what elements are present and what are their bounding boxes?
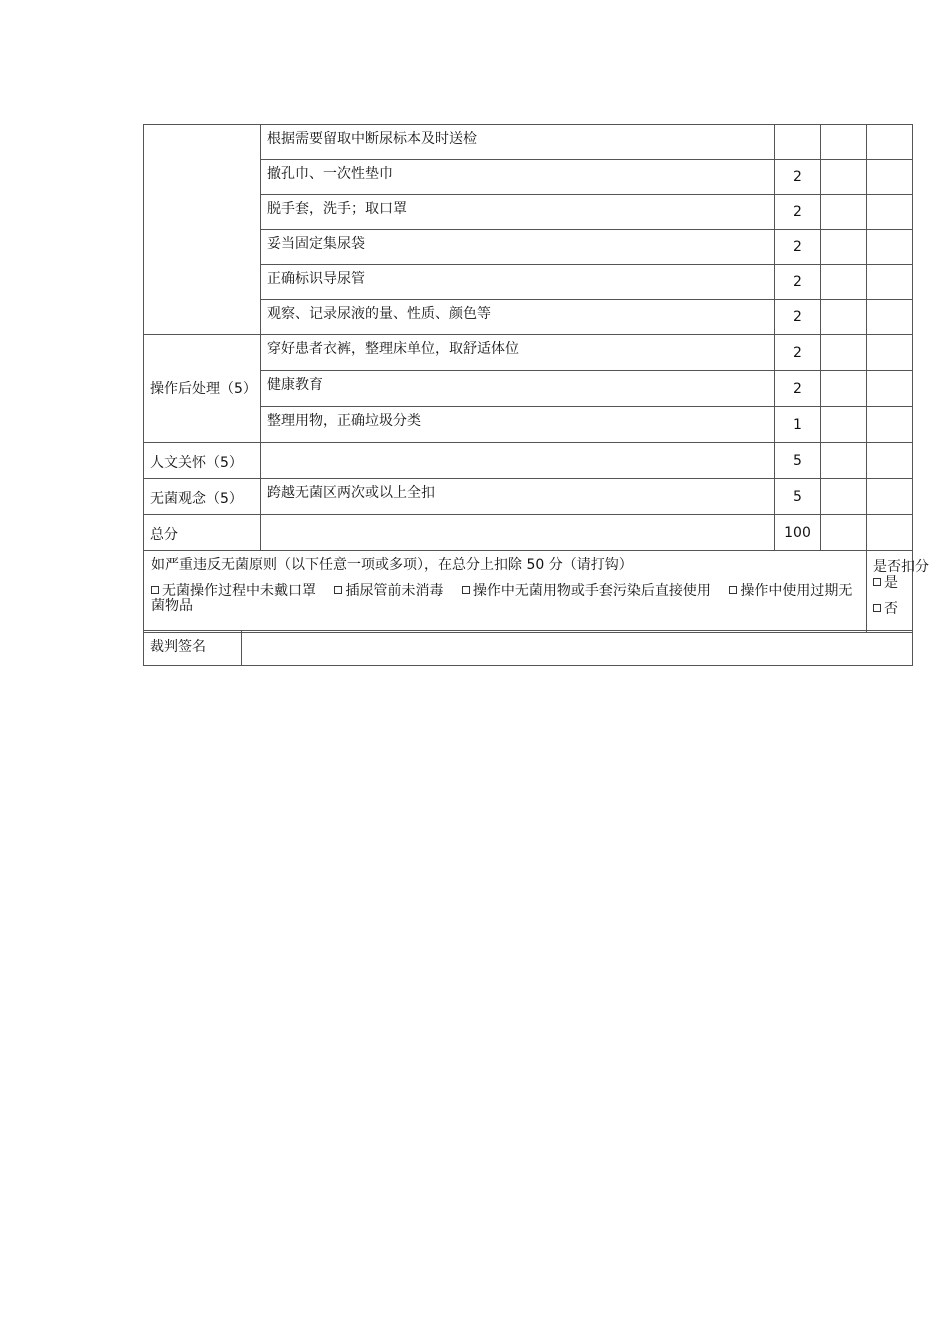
item-cell: 健康教育 [261, 371, 775, 407]
points-cell: 2 [775, 371, 821, 407]
violation-option[interactable]: 操作中使用过期无菌物品 [151, 583, 853, 614]
remark-cell[interactable] [867, 160, 913, 195]
checkbox-icon[interactable] [873, 604, 881, 612]
score-cell[interactable] [821, 479, 867, 515]
score-cell[interactable] [821, 515, 867, 551]
item-cell: 脱手套，洗手；取口罩 [261, 195, 775, 230]
table-row [144, 335, 913, 371]
table-row [144, 479, 913, 515]
signature-row [144, 631, 913, 666]
score-cell[interactable] [821, 335, 867, 371]
points-cell: 2 [775, 265, 821, 300]
category-cell: 无菌观念（5） [144, 479, 261, 515]
category-cell: 总分 [144, 515, 261, 551]
remark-cell[interactable] [867, 335, 913, 371]
signature-field[interactable] [242, 631, 913, 666]
violation-heading: 如严重违反无菌原则（以下任意一项或多项），在总分上扣除 50 分（请打钩） [151, 557, 633, 573]
score-cell[interactable] [821, 371, 867, 407]
item-cell: 妥当固定集尿袋 [261, 230, 775, 265]
table-row [144, 125, 913, 160]
points-cell: 2 [775, 335, 821, 371]
violation-note-cell [144, 551, 867, 633]
score-cell[interactable] [821, 443, 867, 479]
violation-option[interactable]: 操作中无菌用物或手套污染后直接使用 [462, 583, 711, 599]
score-cell[interactable] [821, 300, 867, 335]
remark-cell[interactable] [867, 300, 913, 335]
points-cell: 5 [775, 443, 821, 479]
score-cell[interactable] [821, 125, 867, 160]
total-points-cell: 100 [775, 515, 821, 551]
points-cell: 2 [775, 195, 821, 230]
points-cell: 2 [775, 160, 821, 195]
score-cell[interactable] [821, 160, 867, 195]
item-cell [261, 515, 775, 551]
item-cell: 整理用物，正确垃圾分类 [261, 407, 775, 443]
scoring-table [143, 124, 929, 633]
points-cell: 5 [775, 479, 821, 515]
item-cell: 观察、记录尿液的量、性质、颜色等 [261, 300, 775, 335]
signature-label: 裁判签名 [144, 631, 242, 666]
remark-cell[interactable] [867, 195, 913, 230]
category-cell: 人文关怀（5） [144, 443, 261, 479]
deduct-no-option[interactable]: 否 [873, 599, 906, 619]
checkbox-icon[interactable] [462, 586, 470, 594]
points-cell: 2 [775, 300, 821, 335]
category-cell-empty [144, 125, 261, 335]
item-cell: 根据需要留取中断尿标本及时送检 [261, 125, 775, 160]
deduct-cell [867, 551, 929, 633]
item-cell: 穿好患者衣裤，整理床单位，取舒适体位 [261, 335, 775, 371]
violation-option[interactable]: 无菌操作过程中未戴口罩 [151, 583, 316, 599]
violation-options [151, 584, 860, 614]
checkbox-icon[interactable] [873, 578, 881, 586]
table-row [144, 443, 913, 479]
checkbox-icon[interactable] [151, 586, 159, 594]
remark-cell[interactable] [867, 443, 913, 479]
violation-option[interactable]: 插尿管前未消毒 [334, 583, 443, 599]
remark-cell[interactable] [867, 265, 913, 300]
item-cell [261, 443, 775, 479]
remark-cell[interactable] [867, 125, 913, 160]
score-cell[interactable] [821, 407, 867, 443]
remark-cell[interactable] [867, 230, 913, 265]
points-cell: 1 [775, 407, 821, 443]
points-cell [775, 125, 821, 160]
deduct-label: 是否扣分 [873, 559, 929, 575]
checkbox-icon[interactable] [334, 586, 342, 594]
item-cell: 正确标识导尿管 [261, 265, 775, 300]
table-row [144, 515, 913, 551]
score-cell[interactable] [821, 265, 867, 300]
remark-cell[interactable] [867, 371, 913, 407]
item-cell: 撤孔巾、一次性垫巾 [261, 160, 775, 195]
remark-cell[interactable] [867, 407, 913, 443]
points-cell: 2 [775, 230, 821, 265]
remark-cell[interactable] [867, 515, 913, 551]
category-cell: 操作后处理（5） [144, 335, 261, 443]
score-cell[interactable] [821, 230, 867, 265]
deduct-yes-option[interactable]: 是 [873, 573, 906, 593]
violation-row [144, 551, 913, 633]
remark-cell[interactable] [867, 479, 913, 515]
checkbox-icon[interactable] [729, 586, 737, 594]
signature-table [143, 630, 913, 666]
score-cell[interactable] [821, 195, 867, 230]
item-cell: 跨越无菌区两次或以上全扣 [261, 479, 775, 515]
